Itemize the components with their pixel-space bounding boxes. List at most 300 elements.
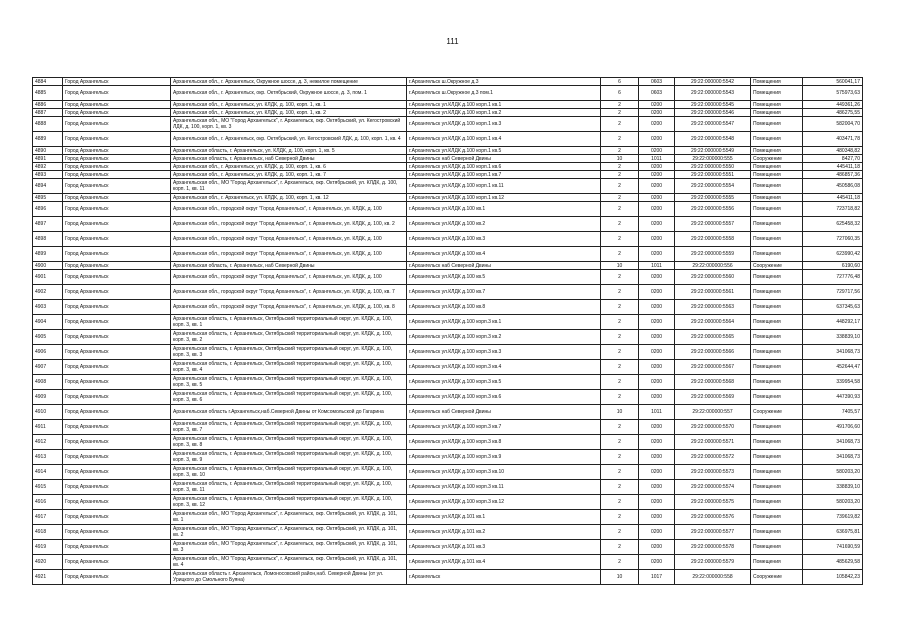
short-address-cell: г.Архангельск ул.КЛДК д.100 корп.3 кв.11 [407, 480, 601, 495]
class-code-cell: 0200 [639, 247, 675, 262]
type-code-cell: 2 [601, 117, 639, 132]
class-code-cell: 0200 [639, 132, 675, 147]
address-cell: Архангельская область, г. Архангельск, Октябрьский территориальный округ, ул. КЛДК, д. 100, корп. 3, кв. 11 [171, 480, 407, 495]
cadastral-number-cell: 29:22:000000:5560 [675, 270, 751, 285]
table-row [33, 117, 863, 132]
municipality-cell: Город Архангельск [63, 420, 171, 435]
table-row [33, 109, 863, 117]
row-number-cell: 4897 [33, 217, 63, 232]
short-address-cell: г.Архангельск [407, 570, 601, 585]
class-code-cell: 0200 [639, 315, 675, 330]
type-code-cell: 2 [601, 525, 639, 540]
class-code-cell: 0200 [639, 117, 675, 132]
type-code-cell: 2 [601, 270, 639, 285]
municipality-cell: Город Архангельск [63, 78, 171, 86]
class-code-cell: 0200 [639, 345, 675, 360]
object-type-cell: Сооружение [751, 405, 803, 420]
short-address-cell: г.Архангельск ул.КЛДК д.100 корп.3 кв.8 [407, 435, 601, 450]
object-type-cell: Помещения [751, 300, 803, 315]
address-cell: Архангельская обл., МО "Город Архангельск", г. Архангельск, окр. Октябрьский, ул. Кегостровский ЛДК, д. 100, корп. 1, кв. 3 [171, 117, 407, 132]
cadastral-number-cell: 29:22:000000:5577 [675, 525, 751, 540]
table-row [33, 179, 863, 194]
cadastral-value-cell: 403471,78 [803, 132, 863, 147]
row-number-cell: 4907 [33, 360, 63, 375]
type-code-cell: 2 [601, 540, 639, 555]
cadastral-value-cell: 739619,82 [803, 510, 863, 525]
short-address-cell: г.Архангельск ул.КЛДК д.100 корп.3 кв.3 [407, 345, 601, 360]
table-row [33, 435, 863, 450]
cadastral-number-cell: 29:22:000000:558 [675, 570, 751, 585]
short-address-cell: г.Архангельск ул.КЛДК д.100 корп.3 кв.1 [407, 315, 601, 330]
address-cell: Архангельская область, г. Архангельск, Октябрьский территориальный округ, ул. КЛДК, д. 100, корп. 3, кв. 2 [171, 330, 407, 345]
type-code-cell: 2 [601, 555, 639, 570]
class-code-cell: 0200 [639, 480, 675, 495]
cadastral-value-cell: 341068,73 [803, 435, 863, 450]
row-number-cell: 4919 [33, 540, 63, 555]
table-row [33, 390, 863, 405]
address-cell: Архангельская обл., городской округ "Город Архангельск", г. Архангельск, ул. КЛДК, д. 100 [171, 232, 407, 247]
row-number-cell: 4909 [33, 390, 63, 405]
address-cell: Архангельская обл., городской округ "Город Архангельск", г. Архангельск, ул. КЛДК, д. 100 [171, 247, 407, 262]
cadastral-value-cell: 741690,59 [803, 540, 863, 555]
class-code-cell: 1011 [639, 155, 675, 163]
object-type-cell: Помещения [751, 117, 803, 132]
address-cell: Архангельская обл., МО "Город Архангельск", г. Архангельск, окр. Октябрьский, ул. КЛДК, д. 101, кв. 2 [171, 525, 407, 540]
municipality-cell: Город Архангельск [63, 375, 171, 390]
row-number-cell: 4901 [33, 270, 63, 285]
municipality-cell: Город Архангельск [63, 163, 171, 171]
short-address-cell: г.Архангельск ул.КЛДК д.100 корп.3 кв.5 [407, 375, 601, 390]
type-code-cell: 2 [601, 315, 639, 330]
address-cell: Архангельская обл., г. Архангельск, ул. КЛДК, д. 100, корп. 1, кв. 7 [171, 171, 407, 179]
row-number-cell: 4906 [33, 345, 63, 360]
cadastral-value-cell: 7405,57 [803, 405, 863, 420]
class-code-cell: 0200 [639, 360, 675, 375]
table-row [33, 360, 863, 375]
object-type-cell: Помещения [751, 525, 803, 540]
type-code-cell: 2 [601, 171, 639, 179]
address-cell: Архангельская область, г. Архангельск, Октябрьский территориальный округ, ул. КЛДК, д. 100, корп. 3, кв. 6 [171, 390, 407, 405]
object-type-cell: Помещения [751, 540, 803, 555]
address-cell: Архангельская область, г. Архангельск, Октябрьский территориальный округ, ул. КЛДК, д. 100, корп. 3, кв. 8 [171, 435, 407, 450]
row-number-cell: 4893 [33, 171, 63, 179]
row-number-cell: 4891 [33, 155, 63, 163]
type-code-cell: 2 [601, 285, 639, 300]
row-number-cell: 4914 [33, 465, 63, 480]
object-type-cell: Помещения [751, 109, 803, 117]
type-code-cell: 2 [601, 300, 639, 315]
table-row [33, 525, 863, 540]
class-code-cell: 0200 [639, 202, 675, 217]
cadastral-value-cell: 8427,70 [803, 155, 863, 163]
row-number-cell: 4913 [33, 450, 63, 465]
short-address-cell: г.Архангельск ул.КЛДК д.100 корп.3 кв.6 [407, 390, 601, 405]
municipality-cell: Город Архангельск [63, 232, 171, 247]
cadastral-value-cell: 723718,82 [803, 202, 863, 217]
row-number-cell: 4918 [33, 525, 63, 540]
cadastral-value-cell: 6190,60 [803, 262, 863, 270]
cadastral-number-cell: 29:22:000000:5570 [675, 420, 751, 435]
table-row [33, 345, 863, 360]
class-code-cell: 1011 [639, 405, 675, 420]
municipality-cell: Город Архангельск [63, 390, 171, 405]
municipality-cell: Город Архангельск [63, 247, 171, 262]
municipality-cell: Город Архангельск [63, 465, 171, 480]
table-row [33, 375, 863, 390]
type-code-cell: 2 [601, 375, 639, 390]
class-code-cell: 0200 [639, 510, 675, 525]
cadastral-number-cell: 29:22:000000:556 [675, 262, 751, 270]
class-code-cell: 0200 [639, 330, 675, 345]
table-row [33, 155, 863, 163]
object-type-cell: Помещения [751, 194, 803, 202]
table-row [33, 194, 863, 202]
short-address-cell: г.Архангельск ул.КЛДК д.100 корп.1 кв.11 [407, 179, 601, 194]
cadastral-number-cell: 29:22:000000:5567 [675, 360, 751, 375]
municipality-cell: Город Архангельск [63, 510, 171, 525]
short-address-cell: г.Архангельск ул.КЛДК д.100 корп.1 кв.7 [407, 171, 601, 179]
short-address-cell: г.Архангельск наб Северной Двины [407, 155, 601, 163]
cadastral-value-cell: 447390,93 [803, 390, 863, 405]
cadastral-number-cell: 29:22:000000:5542 [675, 78, 751, 86]
cadastral-value-cell: 637345,63 [803, 300, 863, 315]
municipality-cell: Город Архангельск [63, 117, 171, 132]
municipality-cell: Город Архангельск [63, 109, 171, 117]
short-address-cell: г.Архангельск ул.КЛДК д.101 кв.4 [407, 555, 601, 570]
row-number-cell: 4886 [33, 101, 63, 109]
short-address-cell: г.Архангельск ул.КЛДК д.100 кв.1 [407, 202, 601, 217]
municipality-cell: Город Архангельск [63, 360, 171, 375]
row-number-cell: 4895 [33, 194, 63, 202]
address-cell: Архангельская область, г. Архангельск, наб Северной Двины [171, 155, 407, 163]
row-number-cell: 4921 [33, 570, 63, 585]
address-cell: Архангельская обл., г. Архангельск, окр. Октябрьский, ул. Кегостровский ЛДК, д. 100, корп. 1, кв. 4 [171, 132, 407, 147]
class-code-cell: 0200 [639, 179, 675, 194]
cadastral-number-cell: 29:22:000000:5558 [675, 232, 751, 247]
table-row [33, 132, 863, 147]
cadastral-number-cell: 29:22:000000:5563 [675, 300, 751, 315]
short-address-cell: г.Архангельск ул.КЛДК д.100 корп.3 кв.4 [407, 360, 601, 375]
municipality-cell: Город Архангельск [63, 202, 171, 217]
address-cell: Архангельская область, г. Архангельск, наб Северной Двины [171, 262, 407, 270]
municipality-cell: Город Архангельск [63, 101, 171, 109]
short-address-cell: г.Архангельск ул.КЛДК д.100 корп.3 кв.9 [407, 450, 601, 465]
type-code-cell: 2 [601, 247, 639, 262]
object-type-cell: Помещения [751, 510, 803, 525]
object-type-cell: Сооружение [751, 262, 803, 270]
table-row [33, 78, 863, 86]
cadastral-value-cell: 575973,63 [803, 86, 863, 101]
address-cell: Архангельская обл., городской округ "Город Архангельск", г. Архангельск, ул. КЛДК, д. 100, кв. 8 [171, 300, 407, 315]
cadastral-value-cell: 341068,73 [803, 345, 863, 360]
type-code-cell: 6 [601, 86, 639, 101]
cadastral-value-cell: 560041,17 [803, 78, 863, 86]
object-type-cell: Помещения [751, 480, 803, 495]
cadastral-value-cell: 491706,60 [803, 420, 863, 435]
object-type-cell: Помещения [751, 202, 803, 217]
class-code-cell: 0200 [639, 163, 675, 171]
cadastral-number-cell: 29:22:000000:5564 [675, 315, 751, 330]
row-number-cell: 4892 [33, 163, 63, 171]
cadastral-number-cell: 29:22:000000:5578 [675, 540, 751, 555]
cadastral-number-cell: 29:22:000000:5571 [675, 435, 751, 450]
type-code-cell: 2 [601, 179, 639, 194]
object-type-cell: Помещения [751, 78, 803, 86]
object-type-cell: Помещения [751, 247, 803, 262]
type-code-cell: 2 [601, 390, 639, 405]
cadastral-value-cell: 636975,81 [803, 525, 863, 540]
cadastral-number-cell: 29:22:000000:5547 [675, 117, 751, 132]
object-type-cell: Помещения [751, 495, 803, 510]
cadastral-value-cell: 452644,47 [803, 360, 863, 375]
object-type-cell: Помещения [751, 171, 803, 179]
cadastral-number-cell: 29:22:000000:5548 [675, 132, 751, 147]
table-row [33, 285, 863, 300]
type-code-cell: 2 [601, 420, 639, 435]
table-row [33, 202, 863, 217]
cadastral-value-cell: 339954,58 [803, 375, 863, 390]
short-address-cell: г.Архангельск ул.КЛДК д.100 корп.1 кв.4 [407, 132, 601, 147]
cadastral-value-cell: 449361,26 [803, 101, 863, 109]
cadastral-value-cell: 582004,70 [803, 117, 863, 132]
table-row [33, 86, 863, 101]
cadastral-number-cell: 29:22:000000:5566 [675, 345, 751, 360]
object-type-cell: Помещения [751, 217, 803, 232]
type-code-cell: 2 [601, 101, 639, 109]
short-address-cell: г.Архангельск ул.КЛДК д.100 корп.1 кв.3 [407, 117, 601, 132]
row-number-cell: 4898 [33, 232, 63, 247]
cadastral-value-cell: 727776,48 [803, 270, 863, 285]
row-number-cell: 4903 [33, 300, 63, 315]
table-row [33, 147, 863, 155]
type-code-cell: 10 [601, 262, 639, 270]
type-code-cell: 2 [601, 345, 639, 360]
row-number-cell: 4890 [33, 147, 63, 155]
municipality-cell: Город Архангельск [63, 86, 171, 101]
row-number-cell: 4900 [33, 262, 63, 270]
row-number-cell: 4902 [33, 285, 63, 300]
row-number-cell: 4888 [33, 117, 63, 132]
type-code-cell: 6 [601, 78, 639, 86]
type-code-cell: 2 [601, 450, 639, 465]
short-address-cell: г.Архангельск ул.КЛДК д.100 кв.3 [407, 232, 601, 247]
short-address-cell: г.Архангельск ул.КЛДК д.100 корп.3 кв.10 [407, 465, 601, 480]
class-code-cell: 0603 [639, 86, 675, 101]
municipality-cell: Город Архангельск [63, 495, 171, 510]
table-row [33, 405, 863, 420]
short-address-cell: г.Архангельск ул.КЛДК д.100 кв.8 [407, 300, 601, 315]
municipality-cell: Город Архангельск [63, 270, 171, 285]
object-type-cell: Помещения [751, 465, 803, 480]
cadastral-number-cell: 29:22:000000:5565 [675, 330, 751, 345]
address-cell: Архангельская область г.Архангельск,наб.Северной Двины от Комсомольской до Гагарина [171, 405, 407, 420]
address-cell: Архангельская обл., МО "Город Архангельск", г. Архангельск, окр. Октябрьский, ул. КЛДК, д. 101, кв. 1 [171, 510, 407, 525]
table-row [33, 171, 863, 179]
cadastral-value-cell: 729717,56 [803, 285, 863, 300]
class-code-cell: 0200 [639, 232, 675, 247]
address-cell: Архангельская область, г. Архангельск, Октябрьский территориальный округ, ул. КЛДК, д. 100, корп. 3, кв. 3 [171, 345, 407, 360]
table-row [33, 217, 863, 232]
type-code-cell: 2 [601, 495, 639, 510]
municipality-cell: Город Архангельск [63, 171, 171, 179]
cadastral-number-cell: 29:22:000000:5545 [675, 101, 751, 109]
municipality-cell: Город Архангельск [63, 345, 171, 360]
row-number-cell: 4889 [33, 132, 63, 147]
object-type-cell: Помещения [751, 345, 803, 360]
row-number-cell: 4904 [33, 315, 63, 330]
cadastral-value-cell: 450586,08 [803, 179, 863, 194]
cadastral-value-cell: 623990,42 [803, 247, 863, 262]
cadastral-number-cell: 29:22:000000:5550 [675, 163, 751, 171]
address-cell: Архангельская обл., г. Архангельск, ул. КЛДК, д. 100, корп. 1, кв. 6 [171, 163, 407, 171]
municipality-cell: Город Архангельск [63, 480, 171, 495]
type-code-cell: 2 [601, 202, 639, 217]
cadastral-number-cell: 29:22:000000:5556 [675, 202, 751, 217]
address-cell: Архангельская область, г. Архангельск, Октябрьский территориальный округ, ул. КЛДК, д. 100, корп. 3, кв. 9 [171, 450, 407, 465]
short-address-cell: г.Архангельск ул.КЛДК д.100 кв.5 [407, 270, 601, 285]
table-row [33, 262, 863, 270]
cadastral-number-cell: 29:22:000000:5559 [675, 247, 751, 262]
table-row [33, 330, 863, 345]
cadastral-value-cell: 448292,17 [803, 315, 863, 330]
municipality-cell: Город Архангельск [63, 570, 171, 585]
object-type-cell: Помещения [751, 163, 803, 171]
table-row [33, 315, 863, 330]
type-code-cell: 2 [601, 194, 639, 202]
type-code-cell: 2 [601, 109, 639, 117]
cadastral-value-cell: 485629,58 [803, 555, 863, 570]
row-number-cell: 4884 [33, 78, 63, 86]
type-code-cell: 2 [601, 480, 639, 495]
object-type-cell: Помещения [751, 101, 803, 109]
municipality-cell: Город Архангельск [63, 285, 171, 300]
cadastral-number-cell: 29:22:000000:5561 [675, 285, 751, 300]
address-cell: Архангельская обл., г. Архангельск, ул. КЛДК, д. 100, корп. 1, кв. 1 [171, 101, 407, 109]
short-address-cell: г.Архангельск ул.КЛДК д.100 кв.7 [407, 285, 601, 300]
address-cell: Архангельская обл., г. Архангельск, Окружное шоссе, д. 3, нежилое помещение [171, 78, 407, 86]
type-code-cell: 2 [601, 163, 639, 171]
cadastral-number-cell: 29:22:000000:5569 [675, 390, 751, 405]
short-address-cell: г.Архангельск ул.КЛДК д.101 кв.3 [407, 540, 601, 555]
page-number: 111 [446, 37, 459, 46]
registry-table [32, 77, 863, 585]
municipality-cell: Город Архангельск [63, 330, 171, 345]
row-number-cell: 4912 [33, 435, 63, 450]
address-cell: Архангельская обл., г. Архангельск, окр. Октябрьский, Окружное шоссе, д. 3, пом. 1 [171, 86, 407, 101]
municipality-cell: Город Архангельск [63, 435, 171, 450]
short-address-cell: г.Архангельск наб Северной Двины [407, 262, 601, 270]
object-type-cell: Сооружение [751, 155, 803, 163]
table-row [33, 480, 863, 495]
cadastral-value-cell: 445411,18 [803, 194, 863, 202]
class-code-cell: 0200 [639, 420, 675, 435]
type-code-cell: 2 [601, 465, 639, 480]
municipality-cell: Город Архангельск [63, 315, 171, 330]
type-code-cell: 2 [601, 147, 639, 155]
municipality-cell: Город Архангельск [63, 450, 171, 465]
address-cell: Архангельская обл., городской округ "Город Архангельск", г. Архангельск, ул. КЛДК, д. 100, кв. 2 [171, 217, 407, 232]
type-code-cell: 2 [601, 360, 639, 375]
cadastral-number-cell: 29:22:000000:5568 [675, 375, 751, 390]
class-code-cell: 0200 [639, 194, 675, 202]
table-row [33, 450, 863, 465]
table-row [33, 247, 863, 262]
short-address-cell: г.Архангельск ул.КЛДК д.100 корп.1 кв.5 [407, 147, 601, 155]
short-address-cell: г.Архангельск ш.Окружное д.3 [407, 78, 601, 86]
object-type-cell: Помещения [751, 147, 803, 155]
object-type-cell: Помещения [751, 330, 803, 345]
table-row [33, 570, 863, 585]
row-number-cell: 4905 [33, 330, 63, 345]
cadastral-number-cell: 29:22:000000:5579 [675, 555, 751, 570]
object-type-cell: Помещения [751, 270, 803, 285]
short-address-cell: г.Архангельск ул.КЛДК д.100 корп.1 кв.6 [407, 163, 601, 171]
cadastral-number-cell: 29:22:000000:5549 [675, 147, 751, 155]
address-cell: Архангельская обл., г. Архангельск, ул. КЛДК, д. 100, корп. 1, кв. 2 [171, 109, 407, 117]
cadastral-number-cell: 29:22:000000:5546 [675, 109, 751, 117]
municipality-cell: Город Архангельск [63, 179, 171, 194]
object-type-cell: Помещения [751, 132, 803, 147]
row-number-cell: 4894 [33, 179, 63, 194]
address-cell: Архангельская обл., городской округ "Город Архангельск", г. Архангельск, ул. КЛДК, д. 100 [171, 270, 407, 285]
class-code-cell: 0200 [639, 375, 675, 390]
short-address-cell: г.Архангельск ул.КЛДК д.100 корп.1 кв.12 [407, 194, 601, 202]
class-code-cell: 1011 [639, 262, 675, 270]
address-cell: Архангельская область, г. Архангельск, Октябрьский территориальный округ, ул. КЛДК, д. 100, корп. 3, кв. 5 [171, 375, 407, 390]
class-code-cell: 0200 [639, 495, 675, 510]
address-cell: Архангельская область, г. Архангельск, ул. КЛДК, д. 100, корп. 1, кв. 5 [171, 147, 407, 155]
object-type-cell: Помещения [751, 360, 803, 375]
row-number-cell: 4920 [33, 555, 63, 570]
row-number-cell: 4911 [33, 420, 63, 435]
municipality-cell: Город Архангельск [63, 147, 171, 155]
object-type-cell: Помещения [751, 179, 803, 194]
class-code-cell: 0200 [639, 540, 675, 555]
object-type-cell: Помещения [751, 315, 803, 330]
address-cell: Архангельская область, г. Архангельск, Октябрьский территориальный округ, ул. КЛДК, д. 100, корп. 3, кв. 10 [171, 465, 407, 480]
address-cell: Архангельская область, г. Архангельск, Октябрьский территориальный округ, ул. КЛДК, д. 100, корп. 3, кв. 12 [171, 495, 407, 510]
municipality-cell: Город Архангельск [63, 555, 171, 570]
municipality-cell: Город Архангельск [63, 194, 171, 202]
type-code-cell: 10 [601, 570, 639, 585]
address-cell: Архангельская область г. Архангельск, Ломоносовский район,наб. Северной Двины (от ул. Урицкого до Смольного Буяна) [171, 570, 407, 585]
cadastral-number-cell: 29:22:000000:555 [675, 155, 751, 163]
table-row [33, 232, 863, 247]
short-address-cell: г.Архангельск ул.КЛДК д.100 корп.1 кв.2 [407, 109, 601, 117]
short-address-cell: г.Архангельск ул.КЛДК д.101 кв.2 [407, 525, 601, 540]
type-code-cell: 2 [601, 232, 639, 247]
class-code-cell: 0200 [639, 171, 675, 179]
class-code-cell: 0200 [639, 435, 675, 450]
cadastral-number-cell: 29:22:000000:557 [675, 405, 751, 420]
table-row [33, 270, 863, 285]
table-row [33, 465, 863, 480]
municipality-cell: Город Архангельск [63, 217, 171, 232]
address-cell: Архангельская обл., городской округ "Город Архангельск", г. Архангельск, ул. КЛДК, д. 100 [171, 202, 407, 217]
address-cell: Архангельская область, г. Архангельск, Октябрьский территориальный округ, ул. КЛДК, д. 100, корп. 3, кв. 4 [171, 360, 407, 375]
short-address-cell: г.Архангельск ш.Окружное д.3 пом.1 [407, 86, 601, 101]
short-address-cell: г.Архангельск наб Северной Двины [407, 405, 601, 420]
cadastral-value-cell: 727060,35 [803, 232, 863, 247]
cadastral-number-cell: 29:22:000000:5576 [675, 510, 751, 525]
cadastral-value-cell: 105842,23 [803, 570, 863, 585]
class-code-cell: 1017 [639, 570, 675, 585]
type-code-cell: 2 [601, 330, 639, 345]
object-type-cell: Помещения [751, 555, 803, 570]
municipality-cell: Город Архангельск [63, 262, 171, 270]
class-code-cell: 0200 [639, 109, 675, 117]
address-cell: Архангельская обл., МО "Город Архангельск", г. Архангельск, окр. Октябрьский, ул. КЛДК, д. 101, кв. 4 [171, 555, 407, 570]
